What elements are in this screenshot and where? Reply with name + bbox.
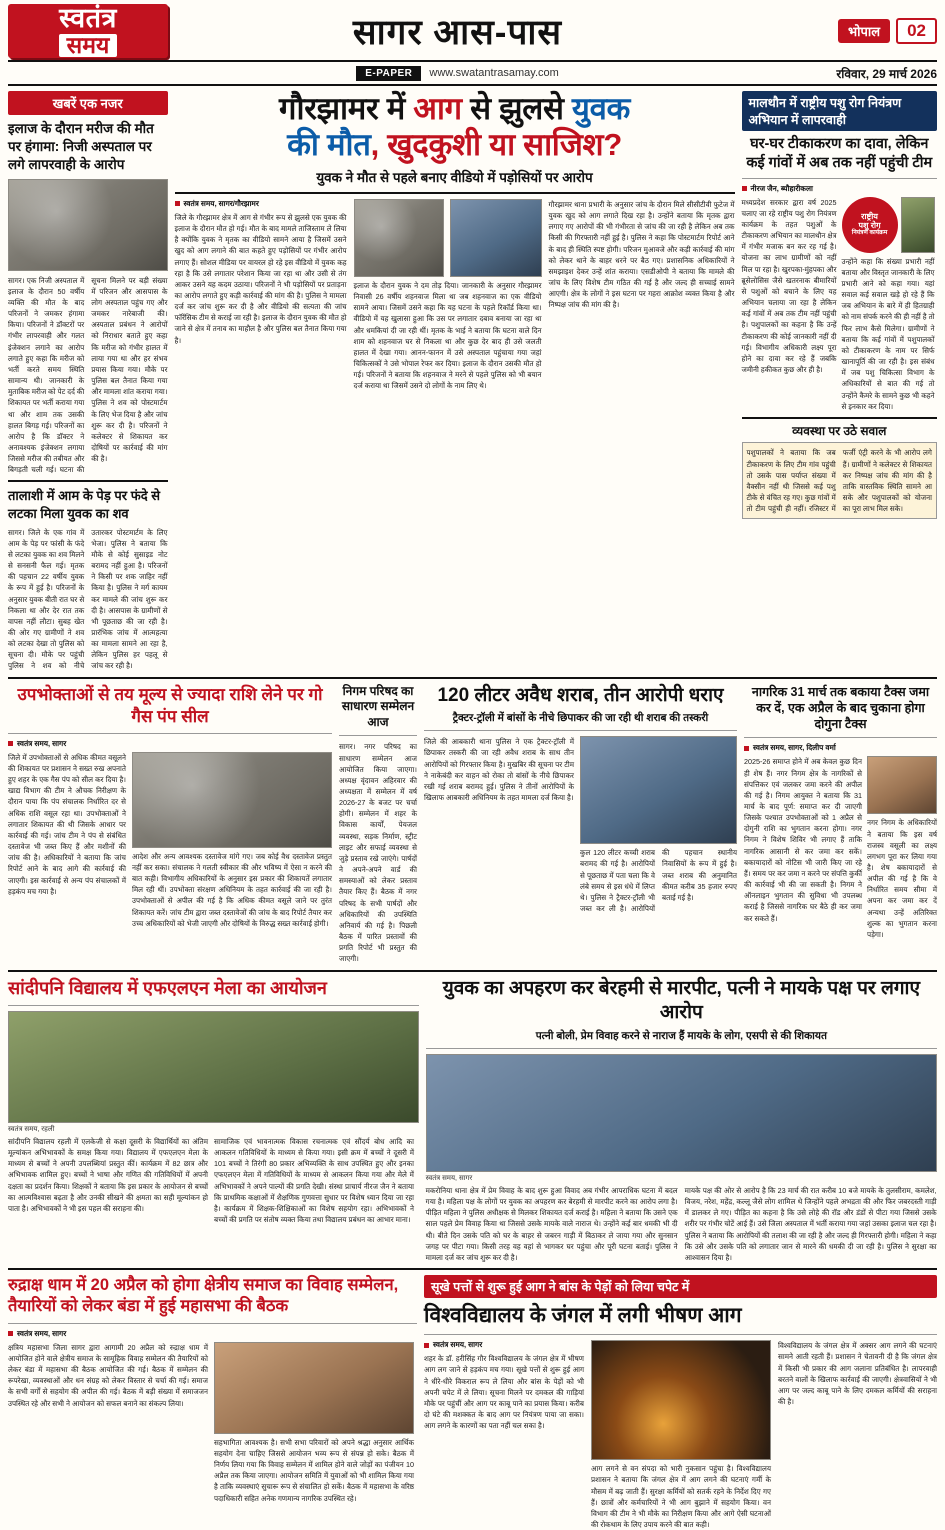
apharan-headline: युवक का अपहरण कर बेरहमी से मारपीट, पत्नी ने मायके पक्ष पर लगाए आरोप — [442, 977, 920, 1024]
rudraksh-byline: स्वतंत्र समय, सागर — [8, 1329, 417, 1339]
left-column — [8, 91, 168, 672]
nikay-text: सागर। नगर परिषद का साधारण सम्मेलन आज आयोजित किया जाएगा। अध्यक्ष वृंदावन अहिरवार की अध्यक्षता में सम्मेलन में वर्ष 2026-27 के बजट पर चर्चा होगी। सम्मेलन में शहर के विकास कार्यों, पेयजल व्यवस्था, सड़क निर्माण, स्ट्रीट लाइट और सफाई व्यवस्था से जुड़े प्रस्ताव रखे जाएंगे। पार्षदों ने अपने-अपने वार्ड की समस्याओं को लेकर प्रस्ताव तैयार किए हैं। बैठक में नगर परिषद के सभी पार्षदों और अधिकारियों की उपस्थिति अनिवार्य की गई है। पिछली बैठक में पारित प्रस्तावों की प्रगति रिपोर्ट भी प्रस्तुत की जाएगी। — [339, 742, 417, 964]
second-zone — [8, 684, 937, 965]
subbar — [8, 62, 937, 86]
victim-portrait-photo — [354, 199, 444, 277]
vaccination-headline: घर-घर टीकाकरण का दावा, लेकिन कई गांवों में अब तक नहीं पहुंची टीम — [746, 136, 933, 171]
apharan-caption: स्वतंत्र समय, सागर — [425, 1174, 473, 1182]
bullet-icon — [742, 186, 747, 191]
sandipani-headline: सांदीपनि विद्यालय में एफएलएन मेला का आयोजन — [8, 977, 327, 998]
top-zone — [8, 91, 937, 672]
apharan-block: युवक का अपहरण कर बेरहमी से मारपीट, पत्नी ने मायके पक्ष पर लगाए आरोप पत्नी बोली, प्रेम विवाह करने से नाराज हैं मायके के लोग, एसपी से की शिकायत स्वतंत्र समय, सागर मकरोनिया थाना क्षेत्र में प्रेम विवाह के बाद शुरू हुआ विवाद अब गंभीर आपराधिक घटना में बदल गया है। महिला पक्ष के लोगों पर युवक का अपहरण कर बेरहमी से मारपीट करने का आरोप लगा है। पीड़ित महिला ने पुलिस अधीक्षक से मिलकर शिकायत दर्ज कराई है। महिला ने बताया कि उसने एक साल पहले प्रेम विवाह किया था जिससे उसके मायके वाले नाराज थे। उन्होंने कई बार धमकी भी दी थी। बीते दिन उसके पति को घर के बाहर से जबरन गाड़ी में बिठाकर ले जाया गया और सुनसान जगह पर पीटा गया। किसी तरह वह वहां से भागकर घर पहुंचा और पूरी घटना बताई। पुलिस ने मामला दर्ज कर जांच शुरू कर दी है। मायके पक्ष की ओर से आरोप है कि 23 मार्च की रात करीब 10 बजे मायके के तुलसीराम, कमलेश, विजय, नरेश, महेंद्र, कल्लू जैसे लोग शामिल थे जिन्होंने पहले अभद्रता की और फिर जबरदस्ती गाड़ी में डालकर ले गए। पीड़ित का कहना है कि उसे लोहे की रॉड और डंडों से पीटा गया जिससे उसके शरीर पर गंभीर चोटें आई हैं। उसे जिला अस्पताल में भर्ती कराया गया जहां उसका इलाज चल रहा है। पुलिस ने बताया कि आरोपियों की तलाश की जा रही है और जल्द ही गिरफ्तारी होगी। महिला ने कहा कि उसे और उसके पति को लगातार जान से मारने की धमकी दी जा रही है। पुलिस ने सुरक्षा का आश्वासन दिया है। — [425, 977, 937, 1262]
tax-block: नागरिक 31 मार्च तक बकाया टैक्स जमा कर दें, एक अप्रैल के बाद चुकाना होगा दोगुना टैक्स स्वतंत्र समय, सागर, दिलीप वर्मा 2025-26 समाप्त होने में अब केवल कुछ दिन ही शेष हैं। नगर निगम क्षेत्र के नागरिकों से संपत्तिकर एवं जलकर जमा करने की अपील की गई है। निगम आयुक्त ने बताया कि 31 मार्च के बाद पूर्ण: समाप्त कर दी जाएगी जिसके पश्चात उपभोक्ताओं को 1 अप्रैल से दोगुनी राशि का भुगतान करना होगा। नगर निगम ने विशेष शिविर भी लगाए हैं ताकि नागरिक आसानी से कर जमा कर सकें। बकायादारों को नोटिस भी जारी किए जा रहे हैं। समय पर कर जमा न करने पर संपत्ति कुर्की की कार्रवाई भी की जा सकती है। निगम ने ऑनलाइन भुगतान की सुविधा भी उपलब्ध कराई है जिससे नागरिक घर बैठे ही कर जमा कर सकते हैं। नगर निगम के अधिकारियों ने बताया कि इस वर्ष राजस्व वसूली का लक्ष्य लगभग पूरा कर लिया गया है। शेष बकायादारों से अपील की गई है कि वे निर्धारित समय सीमा में अपना कर जमा कर दें अन्यथा उन्हें अतिरिक्त शुल्क का भुगतान करना पड़ेगा। — [744, 684, 937, 939]
vyavastha-text: पशुपालकों ने बताया कि जब टीकाकरण के लिए टीम गांव पहुंची तो उसके पास पर्याप्त संख्या में वैक्सीन नहीं थी जिससे कई पशु टीके से वंचित रह गए। कुछ गांवों में तो टीम पहुंची ही नहीं। रजिस्टर में फर्जी एंट्री करने के भी आरोप लगे हैं। ग्रामीणों ने कलेक्टर से शिकायत कर निष्पक्ष जांच की मांग की है ताकि वास्तविक स्थिति सामने आ सके और पशुपालकों को योजना का पूरा लाभ मिल सके। — [742, 442, 937, 519]
main-col-1: स्वतंत्र समय, सागर/गौरझामर जिले के गौरझामर क्षेत्र में आग से गंभीर रूप से झुलसे एक युवक की इलाज के दौरान मौत हो गई। मौत के बाद मामले ताजिस्ताम ले लिया है क्योंकि युवक ने मृतक का वीडियो सामने आया है जिसमें उसने खुद को आग लगाने की बात कहते हुए पड़ोसियों पर गंभीर आरोप लगाए हैं। सोशल मीडिया पर वायरल हो रहे इस वीडियो में युवक कह रहा है कि उसे लगातार परेशान किया जा रहा था और उसी से तंग आकर उसने यह कदम उठाया। परिजनों ने भी पड़ोसियों पर प्रताड़ना का आरोप लगाते हुए कड़ी कार्रवाई की मांग की है। पुलिस ने मामला दर्ज कर जांच शुरू कर दी है और वीडियो की सत्यता की जांच फॉरेंसिक टीम से कराई जा रही है। इलाज के दौरान युवक की मौत हो जाने से क्षेत्र में तनाव का माहौल है और पुलिस बल तैनात किया गया है। — [174, 198, 347, 345]
samaj-meeting-photo — [214, 1342, 414, 1434]
sharab-headline: 120 लीटर अवैध शराब, तीन आरोपी धराए — [437, 684, 724, 706]
vaccination-col1: मध्यप्रदेश सरकार द्वारा वर्ष 2025 चलाए जा रहे राष्ट्रीय पशु रोग नियंत्रण कार्यक्रम के तहत पशुओं के टीकाकरण अभियान का मालथौन क्षेत्र में गंभीर मजाक बन कर रह गई है। योजना का लाभ ग्रामीणों को नहीं मिल पा रहा है। खुरपका-मुंहपका और ब्रूसेलोसिस जैसे खतरनाक बीमारियों से पशुओं को बचाने के लिए यह अभियान चलाया जा रहा है लेकिन कई गांवों में अब तक टीम नहीं पहुंची है। पशुपालकों का कहना है कि उन्हें टीकाकरण की कोई जानकारी नहीं दी गई। विभागीय अधिकारी लक्ष्य पूरा होने का दावा कर रहे हैं जबकि जमीनी हकीकत कुछ और ही है। — [741, 197, 837, 375]
police-seizure-photo — [580, 736, 737, 844]
third-zone — [8, 977, 937, 1263]
tax-byline: स्वतंत्र समय, सागर, दिलीप वर्मा — [744, 743, 937, 753]
masthead-right — [747, 4, 937, 58]
epaper-badge[interactable]: E-PAPER — [356, 66, 421, 81]
apharan-subheadline: पत्नी बोली, प्रेम विवाह करने से नाराज हैं मायके के लोग, एसपी से की शिकायत — [535, 1029, 827, 1042]
sharab-subheadline: ट्रैक्टर-ट्रॉली में बांसों के नीचे छिपाकर की जा रही थी शराब की तस्करी — [452, 712, 709, 725]
victim-body-photo — [450, 199, 542, 277]
tax-headline: नागरिक 31 मार्च तक बकाया टैक्स जमा कर दें, एक अप्रैल के बाद चुकाना होगा दोगुना टैक्स — [751, 684, 930, 732]
jungle-fire-byline: स्वतंत्र समय, सागर — [424, 1340, 584, 1350]
bullet-icon — [8, 741, 13, 746]
hospital-protest-photo — [8, 179, 168, 271]
vaccination-byline: नीरज जैन, ब्यौहारीकला — [742, 184, 937, 194]
main-col-3: गौरझामर थाना प्रभारी के अनुसार जांच के दौरान मिले सीसीटीवी फुटेज में युवक खुद को आग लगाते दिख रहा है। उन्होंने बताया कि मृतक द्वारा लगाए गए आरोपों की भी गंभीरता से जांच की जा रही है लेकिन अब तक किसी की गिरफ्तारी नहीं हुई है। पुलिस ने कहा कि पोस्टमार्टम रिपोर्ट आने के बाद ही स्थिति स्पष्ट होगी। परिजन मुआवजे और कड़ी कार्रवाई की मांग को लेकर थाने के बाहर धरने पर बैठ गए। प्रशासनिक अधिकारियों ने समझाइश देकर उन्हें शांत कराया। एसडीओपी ने बताया कि मामले की जांच के लिए विशेष टीम गठित की गई है और जल्द ही सच्चाई सामने आएगी। क्षेत्र के लोगों ने इस घटना पर गहरा आक्रोश व्यक्त किया है और निष्पक्ष जांच की मांग की है। — [548, 199, 735, 310]
vaccination-col2: उन्होंने कहा कि संख्या प्रभारी नहीं बताया और विस्तृत जानकारी के लिए प्रभारी आने को कहा गया। यहां सवाल कई सवाल खड़े हो रहे हैं कि जब अभियान के बारे में ही हितग्राही को नाम संपर्क करने की ही नहीं है तो फिर लाभ कैसे मिलेगा। ग्रामीणों ने बताया कि कई गांवों में पशुपालकों को टीकाकरण के नाम पर सिर्फ खानापूर्ति की जा रही है। इस संबंध में जब पशु चिकित्सा विभाग के अधिकारियों से बात की गई तो उन्होंने कैमरे के सामने कुछ भी कहने से इनकार कर दिया। — [841, 256, 935, 411]
main-headline: गौरझामर में आग से झुलसे युवक की मौत, खुदकुशी या साजिश? — [279, 91, 631, 162]
main-column — [175, 91, 735, 672]
logo-title-bottom: समय — [59, 34, 118, 57]
sandipani-block: सांदीपनि विद्यालय में एफएलएन मेला का आयोजन स्वतंत्र समय, रहली सांदीपनि विद्यालय रहली में एलकेजी से कक्षा दूसरी के विद्यार्थियों का अंतिम मूल्यांकन अभिभावकों के समक्ष किया गया। विद्यालय में एफएलएन मेला के माध्यम से बच्चों ने अपनी उपलब्धियां प्रस्तुत कीं। कार्यक्रम में 82 छात्र और अभिभावक शामिल हुए। बच्चों ने भाषा और गणित की गतिविधियों में अपनी दक्षता का प्रदर्शन किया। शिक्षकों ने बताया कि इस प्रकार के आयोजन से बच्चों का आत्मविश्वास बढ़ता है और उनकी सीखने की क्षमता का सही मूल्यांकन हो पाता है। अभिभावकों ने भी इस पहल की सराहना की। सामाजिक एवं भावनात्मक विकास रचनात्मक एवं सौंदर्य बोध आदि का आकलन गतिविधियों के माध्यम से किया गया। इसी क्रम में बच्चों ने दूसरी में 101 बच्चों ने तिरंगी 80 प्रकार अभिव्यक्ति के साथ उपस्थित हुए और इनका एफएलएन मेला में गतिविधियों के माध्यम से आकलन किया गया और मेले में अभिभावकों ने अपने पाल्यों की प्रगति देखी। संस्था प्राचार्य नीरज जैन ने बताया कि प्राथमिक कक्षाओं में शैक्षणिक गुणवत्ता सुधार पर विशेष ध्यान दिया जा रहा है। कार्यक्रम में शिक्षक-शिक्षिकाओं का विशेष सहयोग रहा। अभिभावकों ने बच्चों की प्रगति पर संतोष व्यक्त किया तथा विद्यालय प्रबंधन का आभार माना। — [8, 977, 419, 1263]
gas-pump-byline: स्वतंत्र समय, सागर — [8, 739, 332, 749]
gas-pump-photo — [132, 752, 332, 848]
masthead-center — [168, 4, 747, 58]
pashu-rog-logo: राष्ट्रीय पशु रोग नियंत्रण कार्यक्रम — [842, 197, 898, 253]
news-glance-banner: खबरें एक नजर — [8, 91, 168, 115]
cattle-photo — [901, 197, 935, 253]
sharab-block: 120 लीटर अवैध शराब, तीन आरोपी धराए ट्रैक्टर-ट्रॉली में बांसों के नीचे छिपाकर की जा रही थी शराब की तस्करी जिले की आबकारी थाना पुलिस ने एक ट्रैक्टर-ट्रॉली में छिपाकर तस्करी की जा रही अवैध शराब के साथ तीन आरोपियों को गिरफ्तार किया है। मुखबिर की सूचना पर टीम ने नाकेबंदी कर वाहन को रोका तो बांसों के नीचे छिपाकर रखी गई शराब बरामद हुई। पुलिस ने तीनों आरोपियों के खिलाफ आबकारी अधिनियम के तहत मामला दर्ज किया है। कुल 120 लीटर कच्ची शराब बरामद की गई है। आरोपियों से पूछताछ में पता चला कि वे लंबे समय से इस धंधे में लिप्त थे। पुलिस ने ट्रैक्टर-ट्रॉली भी जब्त कर ली है। आरोपियों की पहचान स्थानीय निवासियों के रूप में हुई है। जब्त शराब की अनुमानित कीमत करीब 35 हजार रुपए बताई गई है। — [424, 684, 737, 914]
edition-title: सागर आस-पास — [352, 12, 563, 52]
official-portrait-photo — [867, 756, 937, 814]
bottom-zone — [8, 1275, 937, 1530]
website-link[interactable]: www.swatantrasamay.com — [429, 67, 559, 79]
right-column — [742, 91, 937, 672]
issue-date: रविवार, 29 मार्च 2026 — [836, 66, 937, 81]
logo-title-top: स्वतंत्र — [59, 3, 117, 33]
gas-pump-headline: उपभोक्ताओं से तय मूल्य से ज्यादा राशि लेने पर गो गैस पंप सील — [17, 684, 323, 726]
bullet-icon — [175, 201, 180, 206]
school-mela-photo — [8, 1011, 419, 1123]
main-byline: स्वतंत्र समय, सागर/गौरझामर — [175, 199, 347, 209]
city-badge: भोपाल — [838, 19, 890, 43]
forest-fire-photo — [591, 1340, 771, 1460]
left-second-headline: तालाशी में आम के पेड़ पर फंदे से लटका मिला युवक का शव — [8, 488, 161, 522]
rudraksh-headline: रुद्राक्ष धाम में 20 अप्रैल को होगा क्षेत्रीय समाज का विवाह सम्मेलन, तैयारियों को लेकर बंडा में हुई महासभा की बैठक — [8, 1275, 399, 1316]
pashu-rog-banner: मालथौन में राष्ट्रीय पशु रोग नियंत्रण अभियान में लापरवाही — [742, 91, 937, 131]
jungle-fire-headline: विश्वविद्यालय के जंगल में लगी भीषण आग — [424, 1303, 742, 1327]
masthead — [8, 0, 937, 62]
jungle-fire-banner: सूखे पत्तों से शुरू हुई आग ने बांस के पेड़ों को लिया चपेट में — [424, 1275, 937, 1298]
bullet-icon — [744, 746, 749, 751]
sandipani-caption: स्वतंत्र समय, रहली — [8, 1125, 55, 1133]
nikay-headline: निगम परिषद का साधारण सम्मेलन आज — [341, 683, 415, 729]
left-lead-headline: इलाज के दौरान मरीज की मौत पर हंगामा: निजी अस्पताल पर लगे लापरवाही के आरोप — [8, 121, 154, 173]
vyavastha-headline: व्यवस्था पर उठे सवाल — [792, 423, 887, 438]
jungle-fire-block: सूखे पत्तों से शुरू हुई आग ने बांस के पेड़ों को लिया चपेट में विश्वविद्यालय के जंगल में लगी भीषण आग स्वतंत्र समय, सागर शहर के डॉ. हरीसिंह गौर विश्वविद्यालय के जंगल क्षेत्र में भीषण आग लग जाने से हड़कंप मच गया। सूखे पत्तों से शुरू हुई आग ने धीरे-धीरे विकराल रूप ले लिया और बांस के पेड़ों को भी अपनी चपेट में ले लिया। सूचना मिलने पर दमकल की गाड़ियां मौके पर पहुंचीं और आग पर काबू पाने का प्रयास किया। करीब दो घंटे की मशक्कत के बाद आग पर नियंत्रण पाया जा सका। आग लगने के कारणों का पता नहीं चल सका है। आग लगने से वन संपदा को भारी नुकसान पहुंचा है। विश्वविद्यालय प्रशासन ने बताया कि जंगल क्षेत्र में आग लगने की घटनाएं गर्मी के मौसम में बढ़ जाती हैं। सुरक्षा कर्मियों को सतर्क रहने के निर्देश दिए गए हैं। छात्रों और कर्मचारियों ने भी आग बुझाने में सहयोग किया। वन विभाग की टीम ने भी मौके का निरीक्षण किया और आगे ऐसी घटनाओं की रोकथाम के लिए उपाय करने की बात कही। विश्वविद्यालय के जंगल क्षेत्र में अक्सर आग लगने की घटनाएं सामने आती रहती हैं। प्रशासन ने चेतावनी दी है कि जंगल क्षेत्र में किसी भी प्रकार की आग जलाना प्रतिबंधित है। लापरवाही बरतने वालों के खिलाफ कार्रवाई की जाएगी। क्षेत्रवासियों ने भी आग पर जल्द काबू पाने के लिए दमकल कर्मियों की सराहना की है। — [424, 1275, 937, 1530]
main-subheadline: युवक ने मौत से पहले बनाए वीडियो में पड़ोसियों पर आरोप — [316, 169, 593, 185]
page-number: 02 — [896, 18, 937, 44]
bullet-icon — [8, 1331, 13, 1336]
group-meeting-photo — [426, 1054, 937, 1172]
bullet-icon — [424, 1343, 429, 1348]
left-lead-text: सागर। एक निजी अस्पताल में इलाज के दौरान 50 वर्षीय व्यक्ति की मौत के बाद परिजनों ने जमकर हंगामा किया। परिजनों ने डॉक्टरों पर गंभीर लापरवाही और गलत इंजेक्शन लगाने का आरोप लगाते हुए कहा कि मरीज को भर्ती करते समय स्थिति सामान्य थी। जानकारी के मुताबिक मरीज को पेट दर्द की शिकायत पर भर्ती कराया गया था और शाम तक उसकी हालत बिगड़ गई। परिजनों का आरोप है कि डॉक्टर ने अनावश्यक इंजेक्शन लगाया जिससे मरीज की तबीयत और बिगड़ती चली गई। घटना की सूचना मिलने पर बड़ी संख्या में परिजन और आसपास के लोग अस्पताल पहुंच गए और जमकर नारेबाजी की। अस्पताल प्रबंधन ने आरोपों को निराधार बताते हुए कहा कि मरीज को गंभीर हालत में लाया गया था और हर संभव प्रयास किया गया। मौके पर पुलिस बल तैनात किया गया और मामला शांत कराया गया। पुलिस ने शव को पोस्टमार्टम के लिए भेज दिया है और जांच शुरू कर दी है। परिजनों ने कलेक्टर से शिकायत कर दोषियों पर कार्रवाई की मांग की है। — [8, 275, 168, 475]
rudraksh-block: रुद्राक्ष धाम में 20 अप्रैल को होगा क्षेत्रीय समाज का विवाह सम्मेलन, तैयारियों को लेकर बंडा में हुई महासभा की बैठक स्वतंत्र समय, सागर क्षत्रिय महासभा जिला सागर द्वारा आगामी 20 अप्रैल को रुद्राक्ष धाम में आयोजित होने वाले क्षेत्रीय समाज के सामूहिक विवाह सम्मेलन की तैयारियों को लेकर बंडा में महासभा की बैठक आयोजित की गई। बैठक में सम्मेलन की रूपरेखा, व्यवस्थाओं और धन संग्रह को लेकर विस्तार से चर्चा की गई। समाज के सभी वर्गों से सहयोग की अपील की गई। बैठक में बड़ी संख्या में समाजजन उपस्थित रहे और सभी ने आयोजन को सफल बनाने का संकल्प लिया। सहभागिता आवश्यक है। सभी सभा परिवारों को अपने श्रद्धा अनुसार आर्थिक सहयोग देना चाहिए जिससे आयोजन भव्य रूप से संपन्न हो सके। बैठक में निर्णय लिया गया कि विवाह सम्मेलन में शामिल होने वाले जोड़ों का पंजीयन 10 अप्रैल तक किया जाएगा। आयोजन समिति में युवाओं को भी शामिल किया गया है ताकि व्यवस्थाएं सुचारू रूप से संचालित हो सकें। बैठक में महासभा के वरिष्ठ पदाधिकारी सहित अनेक गणमान्य नागरिक उपस्थित रहे। — [8, 1275, 417, 1530]
newspaper-logo — [8, 4, 168, 58]
left-second-text: सागर। जिले के एक गांव में आम के पेड़ पर फांसी के फंदे से लटका युवक का शव मिलने से सनसनी फैल गई। मृतक की पहचान 22 वर्षीय युवक के रूप में हुई है। परिजनों के अनुसार युवक बीती रात घर से निकला था और देर रात तक वापस नहीं लौटा। सुबह खेत की ओर गए ग्रामीणों ने शव को लटका देखा तो पुलिस को सूचना दी। मौके पर पहुंची पुलिस ने शव को नीचे उतारकर पोस्टमार्टम के लिए भेजा। पुलिस ने बताया कि मौके से कोई सुसाइड नोट बरामद नहीं हुआ है। परिजनों ने किसी पर शक जाहिर नहीं किया है। पुलिस ने मर्ग कायम कर मामले की जांच शुरू कर दी है। आसपास के ग्रामीणों से भी पूछताछ की जा रही है। प्रारंभिक जांच में आत्महत्या का मामला सामने आ रहा है, लेकिन पुलिस हर पहलू से जांच कर रही है। — [8, 527, 168, 671]
main-col-2: इलाज के दौरान युवक ने दम तोड़ दिया। जानकारी के अनुसार गौरझामर निवासी 26 वर्षीय शहनवाज मिला था जब शहनवाज का एक वीडियो सामने आया। जिसमें उसने कहा कि यह घटना के पहले रिकॉर्ड किया था। वीडियो में यह खुलासा हुआ कि उस पर लगातार दबाव बनाया जा रहा था और धमकियां दी जा रही थीं। मृतक के भाई ने बताया कि घटना वाले दिन शाम को शहनवाज घर से निकला था और कुछ देर बाद ही उसे जलती हालत में देखा गया। आनन-फानन में उसे अस्पताल पहुंचाया गया जहां चिकित्सकों ने उसे भोपाल रेफर कर दिया। इलाज के दौरान उसकी मौत हो गई। परिजनों ने बताया कि शहनवाज ने मरने से पहले पुलिस को भी बयान दर्ज कराया था जिसमें उसने दो लोगों के नाम लिए थे। — [354, 199, 542, 392]
subbar-center — [168, 66, 747, 81]
upbhokta-block: उपभोक्ताओं से तय मूल्य से ज्यादा राशि लेने पर गो गैस पंप सील स्वतंत्र समय, सागर जिले में उपभोक्ताओं से अधिक कीमत वसूलने की शिकायत पर प्रशासन ने सख्त रुख अपनाते हुए शहर के एक गैस पंप को सील कर दिया है। खाद्य विभाग की टीम ने औचक निरीक्षण के दौरान पाया कि पंप संचालक निर्धारित दर से अधिक राशि वसूल रहा था। उपभोक्ताओं ने लगातार शिकायत की थी जिसके आधार पर कार्रवाई की गई। जांच टीम ने पंप से संबंधित दस्तावेज भी जब्त किए हैं और मशीनों की जांच की है। अधिकारियों ने बताया कि जांच रिपोर्ट आने के बाद आगे की कार्रवाई की जाएगी। इस कार्रवाई से अन्य पंप संचालकों में हड़कंप मच गया है। आदेश और अन्य आवश्यक दस्तावेज मांगे गए। जब कोई वैध दस्तावेज प्रस्तुत नहीं कर सका। संचालक ने गलती स्वीकार की और भविष्य में ऐसा न करने की बात कही। विभागीय अधिकारियों के अनुसार इस प्रकार की शिकायतें लगातार मिल रही थीं। उपभोक्ता संरक्षण अधिनियम के तहत कार्रवाई की जा रही है। उपभोक्ताओं से अपील की गई है कि अधिक कीमत वसूले जाने पर तुरंत शिकायत करें। जांच टीम द्वारा जब्त दस्तावेजों की जांच के बाद रिपोर्ट तैयार कर उच्च अधिकारियों को भेजी जाएगी और दोषियों के विरुद्ध सख्त कार्रवाई होगी। — [8, 684, 332, 928]
nikay-block — [339, 684, 417, 965]
